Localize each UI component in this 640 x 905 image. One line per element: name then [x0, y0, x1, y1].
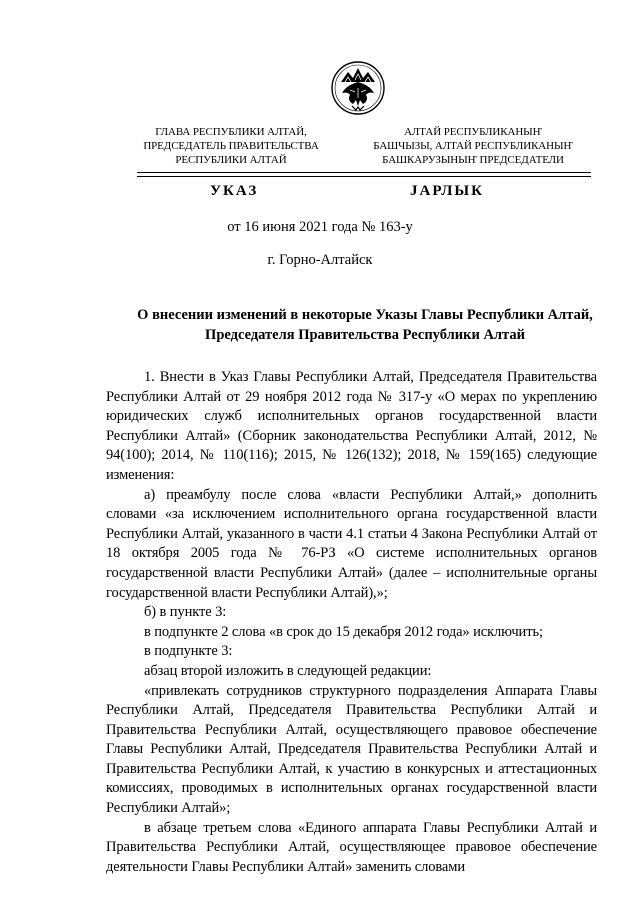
body-paragraph: а) преамбулу после слова «власти Республики Алтай,» дополнить словами «за исключением исполнительного органа государственной власти Республики Алтай, указанного в части 4.1 статьи 4 Закона Республики Алтай от 18 октября 2005 года № 76-РЗ «О системе исполнительных органов государственной власти Республики Алтай» (далее – исполнительные органы государственной власти Республики Алтай),»;: [106, 486, 597, 601]
body-paragraph: 1. Внести в Указ Главы Республики Алтай, Председателя Правительства Республики Алтай от 29 ноября 2012 года № 317-у «О мерах по укреплению юридических служб исполнительных органов государственной власти Республики Алтай» (Сборник законодательства Республики Алтай, 2012, № 94(100); 2014, № 110(116); 2015, № 126(132); 2018, № 159(165) следующие изменения:: [106, 369, 597, 483]
header-divider-thick: [137, 172, 591, 173]
body-paragraph: б) в пункте 3:: [144, 604, 227, 621]
document-title: [100, 305, 630, 345]
body-paragraph: абзац второй изложить в следующей редакции:: [144, 662, 432, 679]
body-paragraph: в абзаце третьем слова «Единого аппарата Главы Республики Алтай и Правительства Республики Алтай, осуществляющее правовое обеспечение деятельности Главы Республики Алтай» заменить словами: [106, 819, 597, 875]
header-right-block: [356, 125, 590, 167]
header-right-line: БАШЧЫЗЫ, АЛТАЙ РЕСПУБЛИКАНЫҤ: [373, 140, 573, 152]
header-left-line: РЕСПУБЛИКИ АЛТАЙ: [175, 154, 287, 166]
doc-type-altai: JАРЛЫК: [410, 183, 485, 199]
document-city: г. Горно-Алтайск: [267, 252, 373, 268]
header-right-line: АЛТАЙ РЕСПУБЛИКАНЫҤ: [404, 126, 542, 138]
document-body: [106, 368, 597, 877]
document-date-number: от 16 июня 2021 года № 163-у: [227, 219, 413, 235]
header-right-line: БАШКАРУЗЫНЫҤ ПРЕДСЕДАТЕЛИ: [382, 154, 564, 166]
header-divider-thin: [137, 176, 591, 177]
header-left-line: ПРЕДСЕДАТЕЛЬ ПРАВИТЕЛЬСТВА: [143, 140, 319, 152]
title-line: Председателя Правительства Республики Алтай: [205, 327, 525, 343]
header-left-block: [122, 125, 340, 167]
body-paragraph: в подпункте 2 слова «в срок до 15 декабря 2012 года» исключить;: [144, 623, 543, 640]
header-left-line: ГЛАВА РЕСПУБЛИКИ АЛТАЙ,: [155, 126, 307, 138]
doc-type-russian: УКАЗ: [210, 183, 259, 199]
coat-of-arms-emblem: [331, 60, 385, 116]
body-paragraph: в подпункте 3:: [144, 643, 233, 660]
body-paragraph: «привлекать сотрудников структурного подразделения Аппарата Главы Республики Алтай, Председателя Правительства Республики Алтай и Правительства Республики Алтай, осуществляющего правовое обеспечение Главы Республики Алтай, Председателя Правительства Республики Алтай и Правительства Республики Алтай, к участию в конкурсных и аттестационных комиссиях, проводимых в исполнительных органах государственной власти Республики Алтай»;: [106, 682, 597, 817]
title-line: О внесении изменений в некоторые Указы Главы Республики Алтай,: [137, 307, 593, 323]
